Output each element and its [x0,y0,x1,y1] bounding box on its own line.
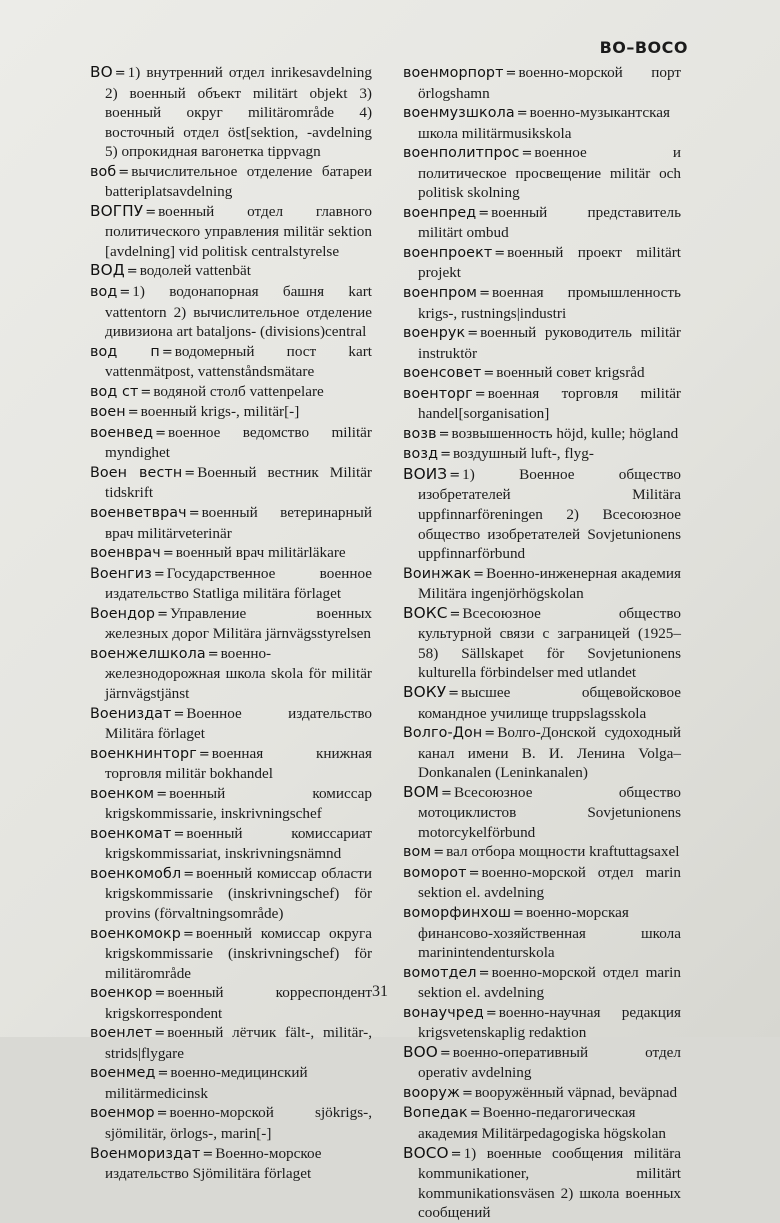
entry-headword: Военгиз [90,565,152,582]
entry-definition: военный представитель militärt ombud [418,203,681,242]
entry-definition: военный совет krigsråd [496,364,645,382]
entry-headword: Воендор [90,605,156,622]
entry-definition: высшее общевойсковое командное училище truppslagsskola [418,683,681,722]
entry-separator: = [516,106,528,122]
entry-separator: = [505,66,517,81]
entry-definition: военно-музыкантская школа militärmusikskola [418,104,670,142]
entry-separator: = [156,1106,168,1122]
entry-separator: = [474,386,486,402]
entry-separator: = [173,826,185,842]
entry-separator: = [483,366,495,382]
dictionary-entry [90,282,372,342]
entry-separator: = [439,1045,451,1061]
entry-definition: вал отбора мощности kraftuttagsaxel [446,843,680,861]
entry-definition: воздушный luft-, flyg- [452,445,594,463]
dictionary-entry [403,465,681,564]
entry-separator: = [478,205,490,221]
dictionary-entry [403,243,681,283]
entry-definition: военное ведомство militär myndighet [105,423,372,462]
entry-headword: ВОСО [403,1143,449,1162]
dictionary-entry [90,543,372,564]
entry-separator: = [154,1026,166,1042]
entry-definition: вычислительное отделение батареи batteriplatsavdelning [105,162,372,201]
entry-headword: военкомокр [90,925,181,942]
entry-separator: = [479,286,490,302]
dictionary-entry [90,402,372,423]
dictionary-entry [403,1103,681,1143]
dictionary-entry [90,261,372,282]
entry-definition: 1) водонапорная башня kart vattentorn 2) вычислительное отделение дивизиона art bataljons- (divisions)central [105,283,372,341]
entry-definition: вооружённый väpnad, beväpnad [474,1083,678,1101]
entry-separator: = [157,606,169,622]
entry-separator: = [161,344,173,360]
dictionary-entry [90,864,372,924]
entry-definition: военный врач militärläkare [175,544,346,562]
entry-definition: военный ветеринарный врач militärveterinär [105,504,372,542]
entry-headword: воб [90,163,117,180]
dictionary-entry [403,103,681,143]
entry-definition: военный комиссар области krigskommissarie (inskrivningschef) för provins (förvaltningsområde) [105,864,372,922]
left-column [90,63,372,1184]
dictionary-entry [90,162,372,202]
dictionary-entry [403,1043,681,1083]
entry-separator: = [468,865,480,881]
entry-separator: = [484,726,496,742]
dictionary-entry [403,723,681,783]
dictionary-entry [403,963,681,1003]
dictionary-entry [403,1144,681,1223]
entry-separator: = [198,746,210,762]
entry-definition: военный лётчик fält-, militär-, strids|flygare [105,1024,372,1062]
entry-separator: = [202,1146,214,1162]
entry-definition: военный комиссариат krigskommissariat, inskrivningsnämnd [105,824,372,863]
entry-headword: ВОГПУ [90,201,144,220]
entry-headword: военмузшкола [403,105,515,122]
entry-headword: воморот [403,864,467,881]
entry-separator: = [156,786,168,802]
entry-separator: = [173,706,185,722]
entry-separator: = [162,546,174,562]
entry-separator: = [440,447,451,463]
entry-separator: = [145,204,157,220]
entry-headword: возд [403,446,439,463]
entry-definition: военно-морской sjökrigs-, sjömilitär, örlogs-, marin[-] [105,1104,372,1142]
dictionary-entry [90,704,372,744]
entry-headword: военпром [403,285,478,302]
entry-definition: Всесоюзное общество культурной связи с заграницей (1925–58) Sällskapet för Sovjetunionens kulturella förbindelser med utlandet [418,604,681,682]
entry-separator: = [513,905,524,921]
entry-definition: военный корреспондент krigskorrespondent [105,984,372,1022]
entry-headword: военком [90,785,155,802]
entry-headword: вооруж [403,1084,460,1101]
entry-definition: возвышенность höjd, kulle; högland [451,424,679,442]
entry-definition: военный комиссар округа krigskommissarie (inskrivningschef) för militärområde [105,924,372,982]
entry-separator: = [450,1146,462,1162]
dictionary-entry [90,1023,372,1063]
entry-definition: военно-научная редакция krigsvetenskaplig redaktion [418,1003,681,1042]
entry-definition: водяной столб vattenpelare [153,382,324,400]
entry-headword: военторг [403,385,473,402]
entry-headword: возв [403,425,437,442]
dictionary-entry [403,1083,681,1104]
entry-headword: Волго-Дон [403,725,483,742]
dictionary-entry [90,604,372,644]
dictionary-entry [403,444,681,465]
dictionary-entry [90,1103,372,1143]
page-number: 31 [372,983,388,1000]
entry-definition: Волго-Донской судоходный канал имени В. И. Ленина Volga–Donkanalen (Leninkanalen) [418,724,681,782]
dictionary-entry [90,382,372,403]
entry-definition: Военно-педагогическая академия Militärpedagogiska högskolan [418,1104,666,1142]
dictionary-entry [403,283,681,323]
entry-separator: = [127,405,139,421]
entry-separator: = [140,384,152,400]
entry-separator: = [473,566,485,582]
dictionary-entry [90,564,372,604]
entry-headword: ВОО [403,1042,438,1061]
entry-definition: военная промышленность krigs-, rustnings|industri [418,284,681,322]
entry-headword: вом [403,844,432,861]
dictionary-entry [90,423,372,463]
entry-separator: = [114,66,126,81]
entry-headword: военврач [90,545,161,562]
dictionary-entry [403,783,681,843]
entry-definition: военное и политическое просвещение militär och politisk skolning [418,144,681,202]
dictionary-entry [403,683,681,723]
entry-headword: военкомобл [90,865,182,882]
dictionary-entry [90,503,372,543]
entry-separator: = [467,326,479,342]
entry-separator: = [119,285,131,301]
dictionary-entry [90,983,372,1023]
dictionary-entry [403,863,681,903]
dictionary-entry [90,202,372,262]
entry-headword: военпроект [403,244,493,261]
entry-definition: Управление военных железных дорог Militära järnvägsstyrelsen [105,604,372,643]
entry-separator: = [157,1066,169,1082]
entry-definition: Военный вестник Militär tidskrift [105,463,372,502]
entry-definition: Военно-инженерная академия Militära ingenjörhögskolan [418,564,681,603]
dictionary-entry [403,842,681,863]
dictionary-entry [90,463,372,503]
entry-definition: Государственное военное издательство Statliga militära förlaget [105,564,372,603]
entry-separator: = [433,845,445,861]
dictionary-entry [403,203,681,243]
entry-definition: военно-медицинский militärmedicinsk [105,1064,308,1102]
entry-headword: военкомат [90,825,172,842]
entry-separator: = [184,465,196,481]
entry-headword: Воен вестн [90,464,183,481]
dictionary-entry [90,644,372,704]
entry-definition: водомерный пост kart vattenmätpost, vattenståndsmätare [105,342,373,381]
entry-definition: 1) военные сообщения militära kommunikationer, militärt kommunikationsväsen 2) школа военных сообщений [418,1144,681,1222]
dictionary-entry [90,63,372,162]
dictionary-entry [90,744,372,784]
entry-headword: ВОКУ [403,682,447,701]
entry-separator: = [183,866,195,882]
running-header: ВО–ВОСО [599,38,688,57]
entry-separator: = [441,785,452,801]
entry-definition: 1) Военное общество изобретателей Militära uppfinnarföreningen 2) Всесоюзное общество изобретателей Sovjetunionens uppfinnarförbund [418,465,681,563]
entry-definition: Всесоюзное общество мотоциклистов Sovjetunionens motorcykelförbund [418,783,681,841]
dictionary-entry [90,924,372,984]
entry-separator: = [469,1106,481,1122]
dictionary-entry [90,1144,372,1184]
entry-headword: Воинжак [403,565,472,582]
entry-headword: военкнинторг [90,745,197,762]
entry-definition: Военно-морское издательство Sjömilitära förlaget [105,1144,322,1183]
entry-separator: = [448,685,460,701]
entry-definition: военно-железнодорожная школа skola för militär järnvägstjänst [105,644,372,702]
dictionary-entry [403,903,681,963]
entry-definition: военно-оперативный отдел operativ avdelning [418,1043,681,1082]
entry-separator: = [449,467,461,483]
entry-separator: = [461,1085,473,1101]
entry-definition: военный проект militärt projekt [418,243,681,282]
entry-headword: военпред [403,204,477,221]
entry-headword: ВО [90,63,113,81]
entry-headword: ВОМ [403,782,440,801]
entry-separator: = [154,986,166,1002]
entry-headword: Военмориздат [90,1145,201,1162]
dictionary-entry [403,604,681,683]
entry-separator: = [126,264,138,280]
entry-headword: Вопедак [403,1105,468,1122]
entry-headword: военсовет [403,365,482,382]
entry-definition: водолей vattenbät [139,262,251,280]
dictionary-entry [403,63,681,103]
entry-definition: военная торговля militär handel[sorganisation] [418,384,681,423]
entry-separator: = [155,425,167,441]
entry-separator: = [494,245,506,261]
entry-headword: военжелшкола [90,645,206,662]
entry-headword: военветврач [90,505,187,522]
entry-definition: военный отдел главного политического управления militär sektion [avdelning] vid politisk centralstyrelse [105,202,372,260]
dictionary-entry [90,342,372,382]
entry-definition: военно-морской отдел marin sektion el. avdelning [418,863,681,902]
entry-headword: ВОД [90,261,125,280]
dictionary-entry [403,564,681,604]
entry-separator: = [182,926,194,942]
entry-separator: = [438,426,450,442]
entry-separator: = [188,506,200,522]
dictionary-entry [90,784,372,824]
entry-definition: 1) внутренний отдел inrikesavdelning 2) военный объект militärt objekt 3) военный округ militärområde 4) восточный отдел öst[sektion, -avdelning 5) опрокидная вагонетка tippvagn [105,64,372,161]
entry-headword: военморпорт [403,65,504,81]
entry-definition: военный комиссар krigskommissarie, inskrivningschef [105,784,372,823]
entry-separator: = [118,164,130,180]
entry-definition: военно-морской порт örlogshamn [418,64,681,102]
right-column [403,63,681,1223]
entry-definition: военная книжная торговля militär bokhandel [105,744,372,783]
entry-headword: военвед [90,424,154,441]
entry-separator: = [485,1005,497,1021]
dictionary-entry [90,1063,372,1103]
entry-headword: воморфинхош [403,904,512,921]
entry-headword: вод п [90,343,160,360]
entry-separator: = [478,965,490,981]
entry-separator: = [207,646,219,662]
entry-headword: ВОКС [403,603,448,622]
entry-definition: Военное издательство Militära förlaget [105,704,372,743]
entry-definition: военно-морская финансово-хозяйственная школа marinintendenturskola [418,903,681,962]
dictionary-entry [403,384,681,424]
entry-definition: военный руководитель militär instruktör [418,324,681,362]
dictionary-entry [90,824,372,864]
dictionary-entry [403,143,681,203]
entry-headword: ВОИЗ [403,464,448,483]
entry-headword: воен [90,404,126,421]
entry-headword: вомотдел [403,964,477,981]
entry-separator: = [449,606,461,622]
entry-separator: = [153,566,165,582]
entry-headword: вод [90,284,118,301]
entry-headword: вод ст [90,383,139,400]
entry-headword: военполитпрос [403,145,520,162]
entry-headword: Воениздат [90,705,172,722]
dictionary-entry [403,323,681,363]
entry-definition: военно-морской отдел marin sektion el. avdelning [418,963,681,1002]
entry-headword: военкор [90,985,153,1002]
entry-headword: военрук [403,325,466,342]
entry-headword: военлет [90,1025,153,1042]
entry-headword: военмед [90,1065,156,1082]
dictionary-entry [403,424,681,445]
entry-headword: военмор [90,1105,155,1122]
entry-definition: военный krigs-, militär[-] [140,403,300,421]
dictionary-entry [403,363,681,384]
entry-separator: = [521,146,533,162]
entry-headword: вонаучред [403,1004,484,1021]
